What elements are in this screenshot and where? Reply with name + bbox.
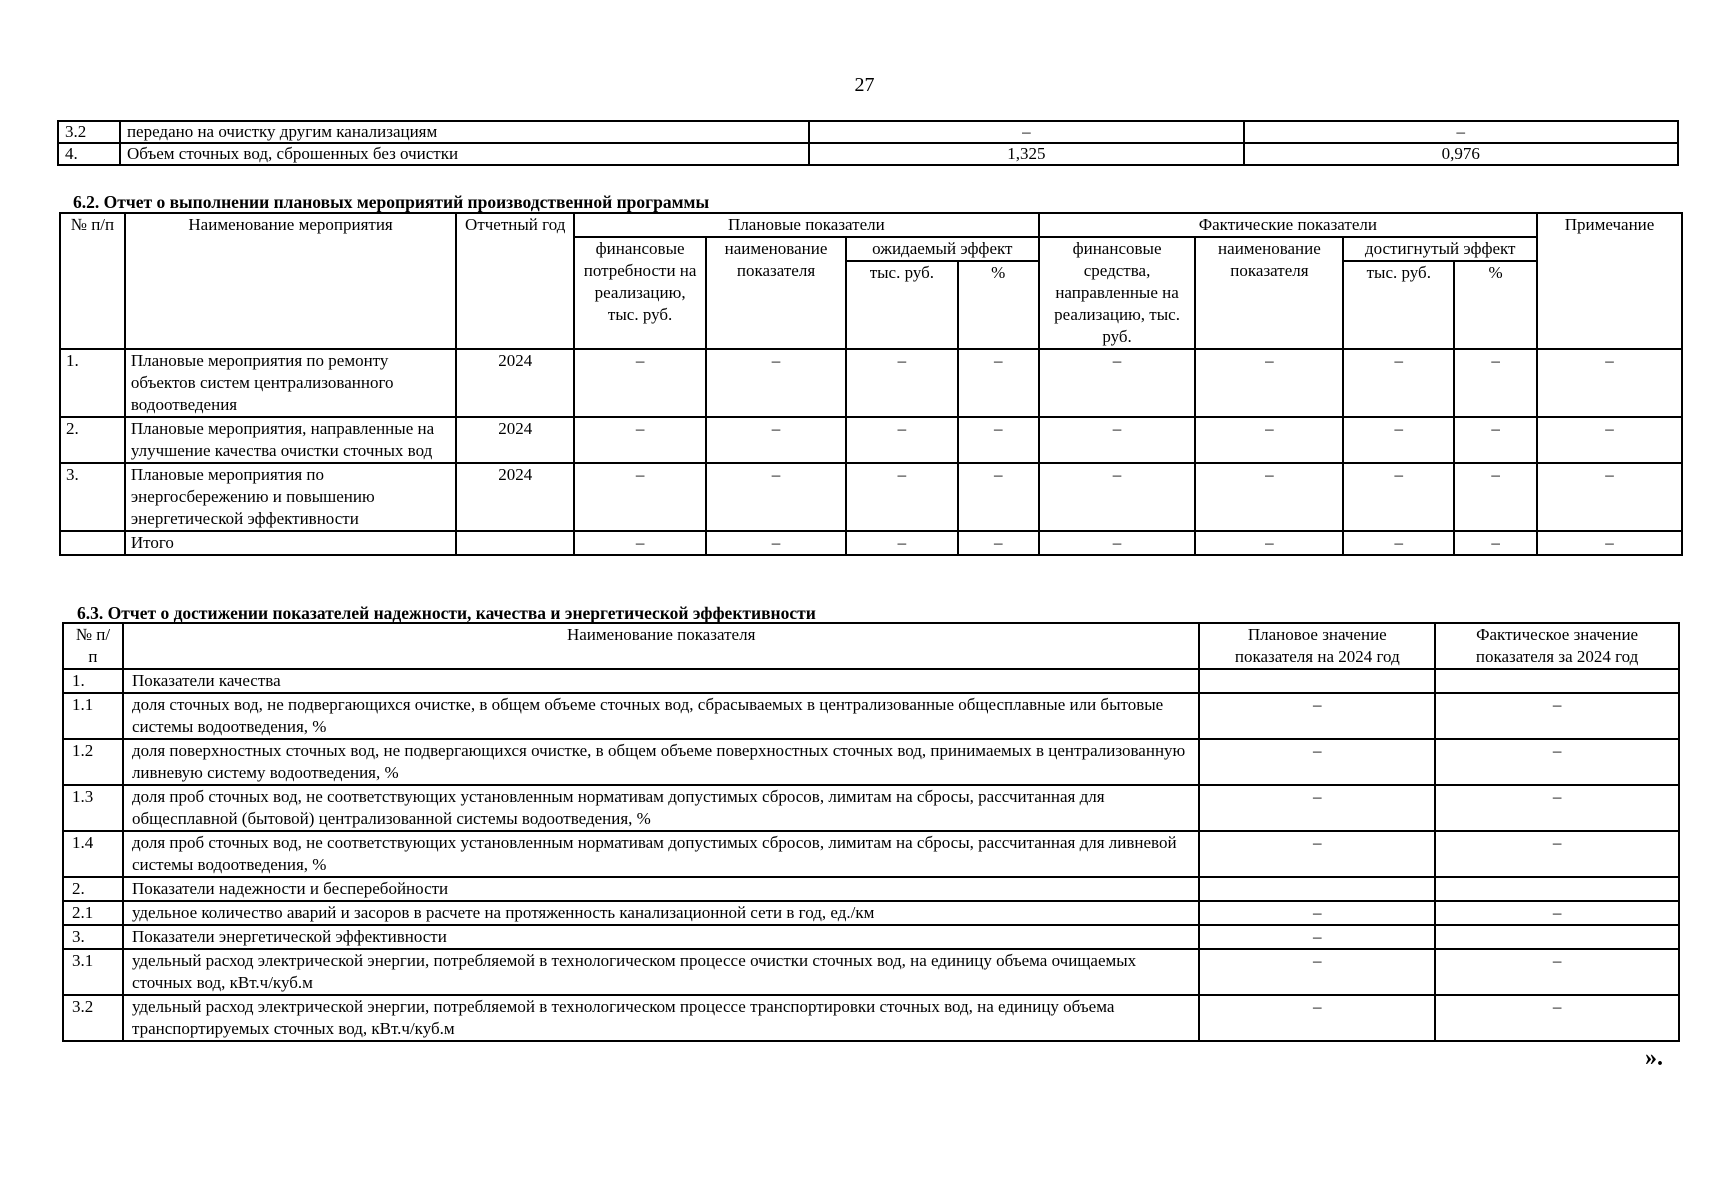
value-cell: – <box>958 531 1039 555</box>
header-expected-effect: ожидаемый эффект <box>846 237 1039 261</box>
value-cell: – <box>958 349 1039 417</box>
row-number: 1. <box>63 669 123 693</box>
fact-value: – <box>1435 693 1679 739</box>
total-row <box>60 531 1682 555</box>
row-name: удельный расход электрической энергии, потребляемой в технологическом процессе очистки сточных вод, на единицу объема очищаемых сточных вод, кВт.ч/куб.м <box>123 949 1199 995</box>
value-cell: – <box>1343 349 1454 417</box>
value-cell: – <box>1039 531 1196 555</box>
table-row <box>63 693 1679 739</box>
value-cell: – <box>1195 463 1343 531</box>
header-num: № п/п <box>60 213 125 349</box>
row-name: Показатели качества <box>123 669 1199 693</box>
table-row <box>63 949 1679 995</box>
header-actual: Фактические показатели <box>1039 213 1537 237</box>
header-year: Отчетный год <box>456 213 574 349</box>
row-number <box>60 531 125 555</box>
value-cell: 1,325 <box>809 143 1243 165</box>
value-cell: – <box>1343 463 1454 531</box>
row-name: удельное количество аварий и засоров в расчете на протяженность канализационной сети в год, ед./км <box>123 901 1199 925</box>
row-number: 2. <box>60 417 125 463</box>
value-cell: – <box>574 531 706 555</box>
fact-value: – <box>1435 785 1679 831</box>
value-cell: – <box>1343 531 1454 555</box>
row-number: 3.1 <box>63 949 123 995</box>
row-name: удельный расход электрической энергии, потребляемой в технологическом процессе транспортировки сточных вод, на единицу объема транспортируемых сточных вод, кВт.ч/куб.м <box>123 995 1199 1041</box>
value-cell: – <box>1195 531 1343 555</box>
fact-value: – <box>1435 949 1679 995</box>
header-thous-rub-actual: тыс. руб. <box>1343 261 1454 349</box>
section-62-title: 6.2. Отчет о выполнении плановых мероприятий производственной программы <box>73 192 710 212</box>
row-name: Объем сточных вод, сброшенных без очистки <box>120 143 809 165</box>
plan-value <box>1199 669 1435 693</box>
row-number: 1.1 <box>63 693 123 739</box>
header-planned: Плановые показатели <box>574 213 1038 237</box>
plan-value: – <box>1199 925 1435 949</box>
row-name: Плановые мероприятия по энергосбережению и повышению энергетической эффективности <box>125 463 456 531</box>
value-cell: – <box>846 349 958 417</box>
value-cell: – <box>1195 349 1343 417</box>
table-row <box>63 785 1679 831</box>
row-name: доля поверхностных сточных вод, не подвергающихся очистке, в общем объеме поверхностных сточных вод, принимаемых в централизованную ливневую систему водоотведения, % <box>123 739 1199 785</box>
plan-value: – <box>1199 739 1435 785</box>
value-cell: – <box>846 463 958 531</box>
fact-value <box>1435 925 1679 949</box>
total-label: Итого <box>125 531 456 555</box>
row-number: 1.3 <box>63 785 123 831</box>
fact-value: – <box>1435 831 1679 877</box>
page-number: 27 <box>854 74 875 96</box>
plan-value: – <box>1199 901 1435 925</box>
row-name: Плановые мероприятия по ремонту объектов систем централизованного водоотведения <box>125 349 456 417</box>
row-number: 3. <box>60 463 125 531</box>
closing-quote-mark: ». <box>1645 1045 1663 1071</box>
row-name: Плановые мероприятия, направленные на улучшение качества очистки сточных вод <box>125 417 456 463</box>
row-year: 2024 <box>456 417 574 463</box>
value-cell: 0,976 <box>1244 143 1678 165</box>
table-row <box>63 925 1679 949</box>
value-cell: – <box>846 417 958 463</box>
header-thous-rub: тыс. руб. <box>846 261 958 349</box>
row-number: 3.2 <box>63 995 123 1041</box>
value-cell: – <box>574 349 706 417</box>
value-cell: – <box>574 417 706 463</box>
value-cell: – <box>1195 417 1343 463</box>
row-number: 3.2 <box>58 121 120 143</box>
plan-value: – <box>1199 995 1435 1041</box>
row-year <box>456 531 574 555</box>
indicators-table <box>62 622 1680 1042</box>
value-cell: – <box>809 121 1243 143</box>
row-year: 2024 <box>456 463 574 531</box>
table-row <box>58 143 1678 165</box>
plan-value: – <box>1199 785 1435 831</box>
value-cell: – <box>1039 463 1196 531</box>
value-cell: – <box>1039 349 1196 417</box>
value-cell: – <box>1537 531 1682 555</box>
value-cell: – <box>1039 417 1196 463</box>
plan-value: – <box>1199 831 1435 877</box>
row-number: 3. <box>63 925 123 949</box>
table-row <box>63 877 1679 901</box>
row-number: 2.1 <box>63 901 123 925</box>
planned-activities-table <box>59 212 1683 556</box>
row-name: доля проб сточных вод, не соответствующих установленным нормативам допустимых сбросов, лимитам на сбросы, рассчитанная для ливневой системы водоотведения, % <box>123 831 1199 877</box>
value-cell: – <box>706 463 846 531</box>
row-name: доля сточных вод, не подвергающихся очистке, в общем объеме сточных вод, сбрасываемых в централизованные общесплавные или бытовые системы водоотведения, % <box>123 693 1199 739</box>
row-number: 1. <box>60 349 125 417</box>
table-row <box>63 739 1679 785</box>
value-cell: – <box>574 463 706 531</box>
table-row <box>58 121 1678 143</box>
top-table <box>57 120 1679 166</box>
header-note: Примечание <box>1537 213 1682 349</box>
value-cell: – <box>1343 417 1454 463</box>
value-cell: – <box>958 463 1039 531</box>
header-fin-needs: финансовые потребности на реализацию, тыс. руб. <box>574 237 706 349</box>
value-cell: – <box>1454 531 1537 555</box>
row-number: 1.4 <box>63 831 123 877</box>
value-cell: – <box>846 531 958 555</box>
header-row <box>63 623 1679 669</box>
header-planned: Плановое значение показателя на 2024 год <box>1199 623 1435 669</box>
header-fin-funds: финансовые средства, направленные на реализацию, тыс. руб. <box>1039 237 1196 349</box>
table-row <box>63 669 1679 693</box>
value-cell: – <box>1244 121 1678 143</box>
value-cell: – <box>1537 463 1682 531</box>
row-name: передано на очистку другим канализациям <box>120 121 809 143</box>
fact-value <box>1435 669 1679 693</box>
value-cell: – <box>1537 349 1682 417</box>
value-cell: – <box>1537 417 1682 463</box>
fact-value: – <box>1435 995 1679 1041</box>
header-row <box>60 213 1682 237</box>
row-name: доля проб сточных вод, не соответствующих установленным нормативам допустимых сбросов, лимитам на сбросы, рассчитанная для общесплавной (бытовой) централизованной системы водоотведения, % <box>123 785 1199 831</box>
header-actual: Фактическое значение показателя за 2024 год <box>1435 623 1679 669</box>
row-name: Показатели надежности и бесперебойности <box>123 877 1199 901</box>
value-cell: – <box>1454 349 1537 417</box>
header-indicator-name: наименование показателя <box>706 237 846 349</box>
table-row <box>60 349 1682 417</box>
section-63-title: 6.3. Отчет о достижении показателей надежности, качества и энергетической эффективности <box>77 603 816 623</box>
value-cell: – <box>706 531 846 555</box>
table-row <box>60 463 1682 531</box>
header-num: № п/п <box>63 623 123 669</box>
value-cell: – <box>706 349 846 417</box>
value-cell: – <box>1454 463 1537 531</box>
header-indicator-name-actual: наименование показателя <box>1195 237 1343 349</box>
header-name: Наименование показателя <box>123 623 1199 669</box>
value-cell: – <box>958 417 1039 463</box>
table-row <box>63 831 1679 877</box>
header-percent-actual: % <box>1454 261 1537 349</box>
value-cell: – <box>706 417 846 463</box>
fact-value: – <box>1435 739 1679 785</box>
row-number: 2. <box>63 877 123 901</box>
table-row <box>63 995 1679 1041</box>
fact-value <box>1435 877 1679 901</box>
row-number: 4. <box>58 143 120 165</box>
header-name: Наименование мероприятия <box>125 213 456 349</box>
table-row <box>60 417 1682 463</box>
row-name: Показатели энергетической эффективности <box>123 925 1199 949</box>
header-achieved-effect: достигнутый эффект <box>1343 237 1537 261</box>
table-row <box>63 901 1679 925</box>
fact-value: – <box>1435 901 1679 925</box>
header-percent: % <box>958 261 1039 349</box>
plan-value: – <box>1199 949 1435 995</box>
row-number: 1.2 <box>63 739 123 785</box>
plan-value: – <box>1199 693 1435 739</box>
row-year: 2024 <box>456 349 574 417</box>
value-cell: – <box>1454 417 1537 463</box>
plan-value <box>1199 877 1435 901</box>
